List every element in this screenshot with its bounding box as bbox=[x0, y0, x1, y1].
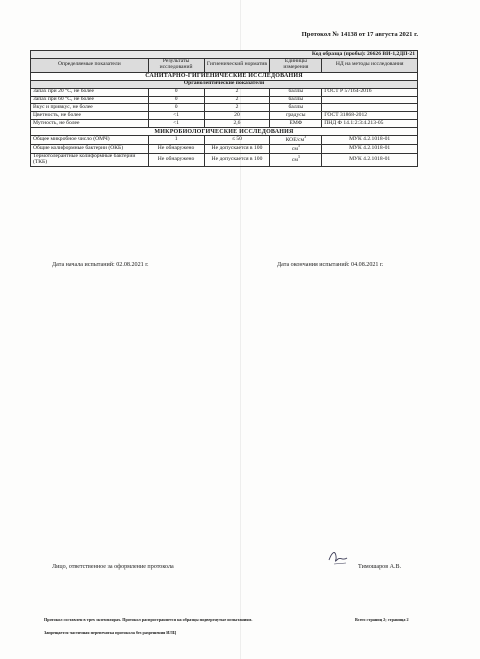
norm-value: 2,6 bbox=[204, 120, 270, 128]
indicator-name: Мутность, не более bbox=[31, 120, 149, 128]
norm-value: 20 bbox=[204, 112, 270, 120]
unit-superscript: 3 bbox=[297, 154, 300, 159]
table-row bbox=[31, 104, 418, 112]
protocol-title: Протокол № 14138 от 17 августа 2021 г. bbox=[301, 31, 418, 38]
col-result: Результаты исследований bbox=[148, 58, 204, 72]
footer-line-1: Протокол составлен в трех экземплярах. Протокол распространяется на образцы подвергнутые испытаниям. bbox=[44, 617, 253, 622]
signature-label: Лицо, ответственное за оформление протокола bbox=[52, 564, 174, 570]
result-value: 1 bbox=[148, 136, 204, 145]
method-value: ПНД Ф 14.1:2:3:4.213-05 bbox=[322, 120, 418, 128]
norm-value: 2 bbox=[204, 104, 270, 112]
section-sanitary-row bbox=[31, 72, 418, 80]
unit-value bbox=[270, 153, 322, 167]
unit-value: баллы bbox=[270, 88, 322, 96]
page-counter: Всего страниц 2; страница 2 bbox=[355, 617, 409, 622]
unit-superscript: 3 bbox=[297, 143, 300, 148]
table-row bbox=[31, 153, 418, 167]
result-value: <1 bbox=[148, 120, 204, 128]
results-table bbox=[30, 50, 418, 167]
unit-value bbox=[270, 136, 322, 145]
method-value: ГОСТ 31868-2012 bbox=[322, 112, 418, 120]
test-end-date: Дата окончания испытаний: 04.08.2021 г. bbox=[277, 262, 384, 268]
table-header-row bbox=[31, 58, 418, 72]
col-indicator: Определяемые показатели bbox=[31, 58, 149, 72]
method-value: ГОСТ Р 57164-2016 bbox=[322, 88, 418, 96]
method-value bbox=[322, 96, 418, 104]
section-micro-row bbox=[31, 128, 418, 136]
indicator-name: Термотолерантные колиформные бактерии (ТКБ) bbox=[31, 153, 149, 167]
indicator-name: Запах при 60 °C, не более bbox=[31, 96, 149, 104]
table-row bbox=[31, 96, 418, 104]
norm-value: 2 bbox=[204, 88, 270, 96]
section-micro: МИКРОБИОЛОГИЧЕСКИЕ ИССЛЕДОВАНИЯ bbox=[31, 128, 418, 136]
table-row bbox=[31, 88, 418, 96]
indicator-name: Общие колиформные бактерии (ОКБ) bbox=[31, 145, 149, 154]
norm-value: Не допускается в 100 bbox=[204, 153, 270, 167]
subsection-organoleptic: Органолептические показатели bbox=[31, 80, 418, 88]
unit-value: баллы bbox=[270, 104, 322, 112]
table-row bbox=[31, 112, 418, 120]
table-row bbox=[31, 136, 418, 145]
unit-text: см bbox=[291, 145, 298, 152]
indicator-name: Запах при 20 °C, не более bbox=[31, 88, 149, 96]
col-method: НД на методы исследования bbox=[322, 58, 418, 72]
indicator-name: Цветность, не более bbox=[31, 112, 149, 120]
method-value: МУК 4.2.1018-01 bbox=[322, 136, 418, 145]
signature-name: Тимошаров А.В. bbox=[358, 564, 402, 570]
unit-text: КОЕ/см bbox=[285, 136, 305, 143]
result-value: 0 bbox=[148, 96, 204, 104]
test-start-date: Дата начала испытаний: 02.08.2021 г. bbox=[52, 262, 149, 268]
norm-value: Не допускается в 100 bbox=[204, 145, 270, 154]
unit-superscript: 3 bbox=[304, 134, 307, 139]
result-value: Не обнаружено bbox=[148, 153, 204, 167]
method-value bbox=[322, 104, 418, 112]
result-value: Не обнаружено bbox=[148, 145, 204, 154]
section-sanitary: САНИТАРНО-ГИГИЕНИЧЕСКИЕ ИССЛЕДОВАНИЯ bbox=[31, 72, 418, 80]
result-value: <1 bbox=[148, 112, 204, 120]
method-value: МУК 4.2.1018-01 bbox=[322, 145, 418, 154]
col-unit: Единицы измерения bbox=[270, 58, 322, 72]
indicator-name: Общее микробное число (ОМЧ) bbox=[31, 136, 149, 145]
sample-code-row bbox=[31, 51, 418, 59]
table-row bbox=[31, 145, 418, 154]
unit-value: баллы bbox=[270, 96, 322, 104]
norm-value: 2 bbox=[204, 96, 270, 104]
unit-value: градусы bbox=[270, 112, 322, 120]
table-row bbox=[31, 120, 418, 128]
result-value: 0 bbox=[148, 88, 204, 96]
result-value: 0 bbox=[148, 104, 204, 112]
unit-text: см bbox=[291, 156, 298, 163]
col-norm: Гигиенический норматив bbox=[204, 58, 270, 72]
sample-code: Код образца (пробы): 26626 ВИ-1,2ДП-21 bbox=[31, 51, 418, 59]
footer-line-2: Запрещается частичная перепечатка протокола без разрешения ИЛЦ bbox=[44, 630, 176, 635]
handwritten-signature bbox=[326, 548, 350, 571]
method-value: МУК 4.2.1018-01 bbox=[322, 153, 418, 167]
indicator-name: Вкус и привкус, не более bbox=[31, 104, 149, 112]
norm-value: ≤ 50 bbox=[204, 136, 270, 145]
unit-value: ЕМФ bbox=[270, 120, 322, 128]
unit-value bbox=[270, 145, 322, 154]
